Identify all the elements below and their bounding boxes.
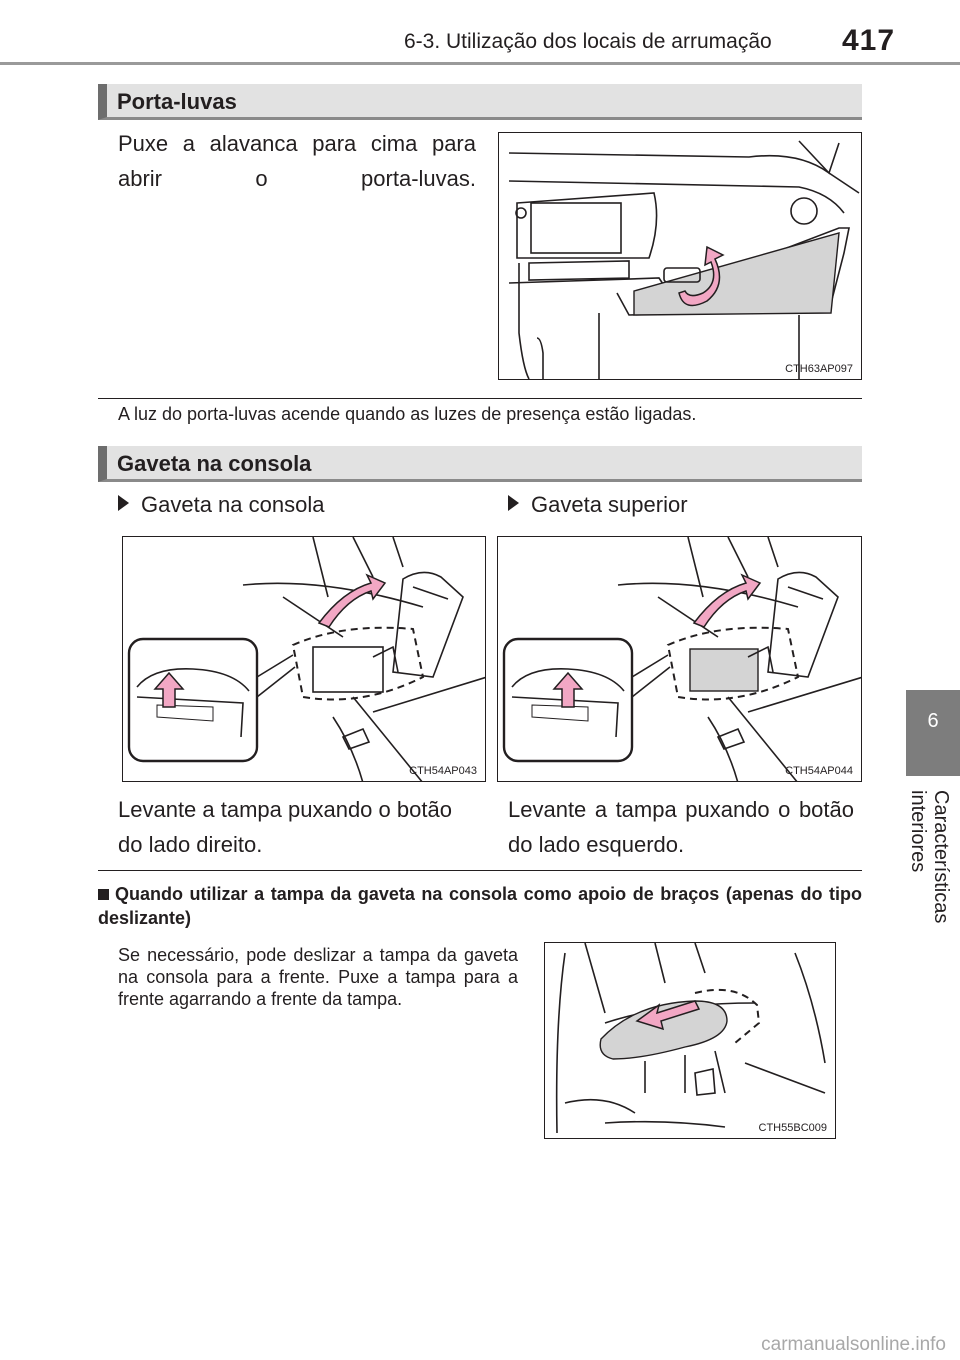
console-left-figure-code: CTH54AP043 bbox=[409, 765, 477, 777]
console-left-illustration bbox=[123, 537, 486, 782]
square-bullet-icon bbox=[98, 889, 109, 900]
console-heading bbox=[98, 446, 862, 482]
console-left-title-text: Gaveta na consola bbox=[141, 492, 325, 517]
glovebox-figure bbox=[498, 132, 862, 380]
console-right-title-text: Gaveta superior bbox=[531, 492, 688, 517]
triangle-bullet-icon bbox=[118, 495, 129, 511]
console-right-caption: Levante a tampa puxando o botão do lado esquerdo. bbox=[508, 797, 854, 857]
console-right-figure-code: CTH54AP044 bbox=[785, 765, 853, 777]
glovebox-instruction: Puxe a alavanca para cima para abrir o porta-luvas. bbox=[118, 131, 476, 191]
page-number: 417 bbox=[842, 24, 896, 57]
chapter-tab bbox=[906, 690, 960, 776]
armrest-title-text: Quando utilizar a tampa da gaveta na consola como apoio de braços (apenas do tipo deslizante) bbox=[98, 884, 862, 928]
triangle-bullet-icon bbox=[508, 495, 519, 511]
armrest-figure-code: CTH55BC009 bbox=[758, 1122, 827, 1134]
console-left-caption: Levante a tampa puxando o botão do lado direito. bbox=[118, 797, 452, 857]
armrest-title bbox=[98, 882, 862, 930]
console-heading-text: Gaveta na consola bbox=[117, 451, 312, 476]
armrest-illustration bbox=[545, 943, 836, 1139]
divider bbox=[98, 398, 862, 399]
armrest-figure bbox=[544, 942, 836, 1139]
section-title: 6-3. Utilização dos locais de arrumação bbox=[404, 30, 772, 53]
glovebox-illustration bbox=[499, 133, 862, 380]
glovebox-note: A luz do porta-luvas acende quando as luzes de presença estão ligadas. bbox=[118, 404, 697, 424]
watermark[interactable]: carmanualsonline.info bbox=[761, 1334, 946, 1355]
divider bbox=[98, 870, 862, 871]
glovebox-figure-code: CTH63AP097 bbox=[785, 363, 853, 375]
console-left-title bbox=[118, 492, 324, 518]
glovebox-heading bbox=[98, 84, 862, 120]
console-left-figure bbox=[122, 536, 486, 782]
glovebox-heading-text: Porta-luvas bbox=[117, 89, 237, 114]
console-right-figure bbox=[497, 536, 862, 782]
chapter-number: 6 bbox=[927, 710, 939, 732]
console-right-title bbox=[508, 492, 688, 518]
header-rule bbox=[0, 62, 960, 65]
chapter-title: Características interiores bbox=[907, 790, 952, 924]
console-right-illustration bbox=[498, 537, 862, 782]
armrest-text: Se necessário, pode deslizar a tampa da gaveta na consola para a frente. Puxe a tampa para a frente agarrando a frente da tampa. bbox=[118, 945, 518, 1009]
